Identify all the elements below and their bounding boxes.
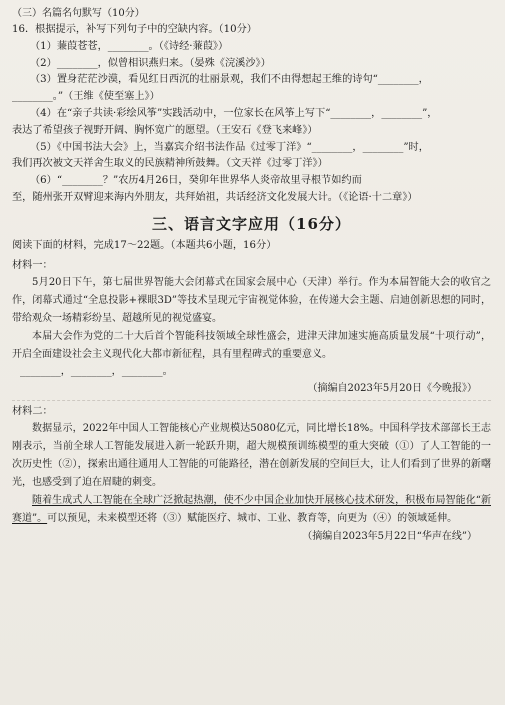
reading-intro: 阅读下面的材料，完成17～22题。（本题共6小题，16分）	[12, 239, 277, 251]
material-2-para-2	[12, 492, 491, 528]
material-2-para-1: 数据显示，2022年中国人工智能核心产业规模达5080亿元，同比增长18%。中国科学技术部部长王志刚表示，当前全球人工智能发展进入新一轮跃升期，超大规模预训练模型的重大突破（①）了人工智能的一次历史性（②），探索出通往通用人工智能的可能路径，潜在创新发展的空间巨大，让人们看到了世界的新曙光，也感受到了迫在眉睫的刺变。	[12, 423, 491, 489]
section-header: （三）名篇名句默写（10分）	[12, 8, 145, 19]
material-1-para-2: 本届大会作为党的二十大后首个智能科技领域全球性盛会，进津天津加速实施高质量发展“十项行动”，开启全面建设社会主义现代化大都市新征程，具有里程碑式的重要意义。	[12, 330, 491, 360]
material-1-blanks: ________，________，________。	[20, 365, 173, 377]
q16-item-4-cont: 表达了希望孩子视野开阔、胸怀宽广的愿望。（王安石《登飞来峰》）	[12, 124, 318, 136]
material-2-para-2-rest: 可以预见，未来模型还将（③）赋能医疗、城市、工业、教育等，向更为（④）的领域延伸。	[47, 513, 458, 525]
q16-item-5: （5）《中国书法大会》上，当嘉宾介绍书法作品《过零丁洋》“________，________”时，	[30, 141, 429, 153]
material-2-label: 材料二：	[12, 406, 53, 418]
divider	[12, 400, 491, 401]
material-2-source: （摘编自2023年5月22日“华声在线”）	[302, 531, 477, 543]
question-16-stem: 16．根据提示，补写下列句子中的空缺内容。（10分）	[12, 24, 257, 35]
q16-item-4: （4）在“亲子共读·彩绘风筝”实践活动中，一位家长在风筝上写下“________，________”，	[30, 107, 438, 119]
q16-item-1: （1）蒹葭苍苍，________。（《诗经·蒹葭》）	[30, 40, 229, 52]
q16-item-2: （2）________，似曾相识燕归来。（晏殊《浣溪沙》）	[30, 57, 271, 69]
underlined-sentence: 随着生成式人工智能在全球广泛掀起热潮，使不少中国企业加快开展核心技术研发，积极布局智能化“新赛道”。	[12, 495, 491, 525]
q16-item-6-cont: 至，随州张开双臂迎来海内外朋友，共拜始祖，共话经济文化发展大计。（《论语·十二章》）	[12, 191, 418, 203]
section-3-title: 三、语言文字应用（16分）	[152, 214, 351, 233]
material-1-para-1: 5月20日下午，第七届世界智能大会闭幕式在国家会展中心（天津）举行。作为本届智能大会的收官之作，闭幕式通过“全息投影+裸眼3D”等技术呈现元宇宙视觉体验，在传递大会主题、启迪创新思想的同时，带给观众一场精彩纷呈、超越所见的视觉盛宴。	[12, 276, 491, 324]
q16-item-6: （6）“________？”农历4月26日，癸卯年世界华人炎帝故里寻根节如约而	[30, 175, 362, 187]
q16-item-3-cont: ________。”（王维《使至塞上》）	[12, 91, 160, 103]
material-1-source: （摘编自2023年5月20日《今晚报》）	[307, 383, 477, 395]
q16-item-3: （3）置身茫茫沙漠，看见红日西沉的壮丽景观，我们不由得想起王维的诗句“________，	[30, 74, 429, 86]
material-1-label: 材料一：	[12, 259, 53, 271]
q16-item-5-cont: 我们再次被文天祥舍生取义的民族精神所鼓舞。（文天祥《过零丁洋》）	[12, 158, 328, 170]
